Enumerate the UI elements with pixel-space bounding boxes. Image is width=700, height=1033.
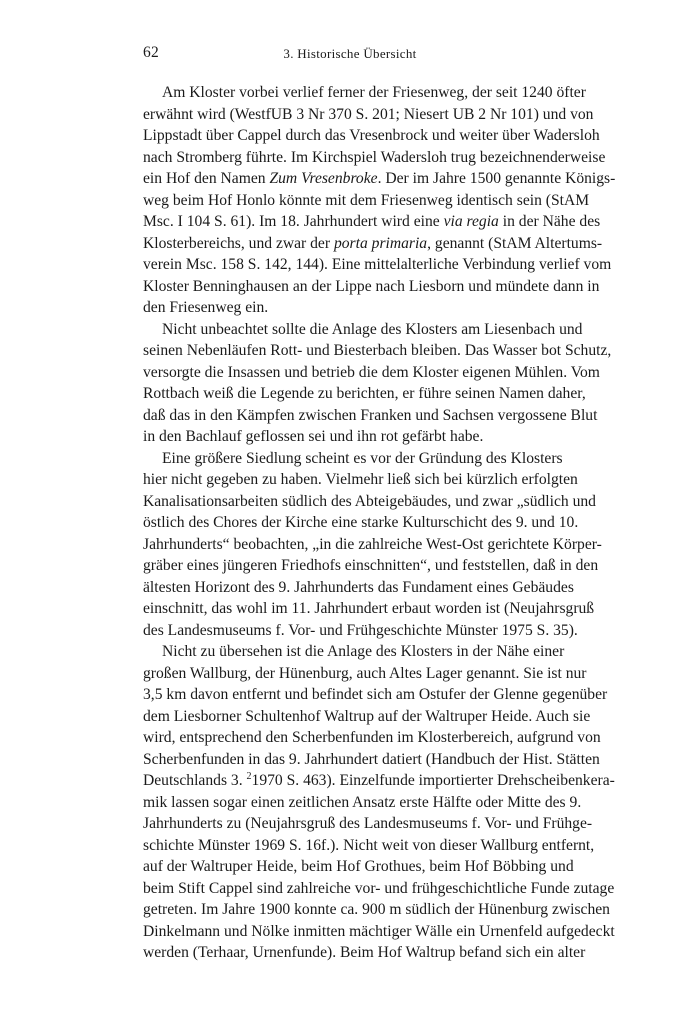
paragraph xyxy=(143,641,615,964)
text-segment: Am Kloster vorbei verlief ferner der Friesenweg, der seit 1240 öfter xyxy=(162,84,586,101)
text-line xyxy=(143,921,615,943)
text-line xyxy=(143,104,594,126)
superscript: 2 xyxy=(246,770,252,782)
text-line xyxy=(143,684,608,706)
text-line xyxy=(143,233,603,255)
text-line xyxy=(143,405,598,427)
text-line xyxy=(143,362,600,384)
text-line xyxy=(143,878,615,900)
text-line xyxy=(143,899,610,921)
text-line xyxy=(143,383,586,405)
text-segment: Deutschlands 3. xyxy=(143,772,247,789)
text-segment: Nicht zu übersehen ist die Anlage des Klosters in der Nähe einer xyxy=(162,643,565,660)
text-segment: Jahrhunderts zu (Neujahrsgruß des Landesmuseums f. Vor- und Frühge- xyxy=(143,815,593,832)
text-line xyxy=(143,534,602,556)
text-segment: ältesten Horizont des 9. Jahrhunderts das Fundament eines Gebäudes xyxy=(143,578,574,596)
text-segment: Scherbenfunden in das 9. Jahrhundert datiert (Handbuch der Hist. Stätten xyxy=(143,750,600,768)
text-segment: werden (Terhaar, Urnenfunde). Beim Hof Waltrup befand sich ein alter xyxy=(143,944,586,961)
text-line xyxy=(143,792,582,814)
text-segment: Jahrhunderts“ beobachten, „in die zahlreiche West-Ost gerichtete Körper- xyxy=(143,535,602,553)
text-line xyxy=(143,82,586,104)
paragraph xyxy=(143,448,602,642)
text-line xyxy=(143,125,600,147)
text-line xyxy=(143,276,600,298)
paragraph xyxy=(143,82,616,319)
text-segment: Lippstadt über Cappel durch das Vresenbrock und weiter über Wadersloh xyxy=(143,127,600,144)
text-line xyxy=(143,770,615,792)
text-segment: , genannt (StAM Altertums- xyxy=(427,234,603,252)
text-segment: seinen Nebenläufen Rott- und Biesterbach bleiben. Das Wasser bot Schutz, xyxy=(143,342,612,359)
text-segment: in der Nähe des xyxy=(498,213,601,230)
text-segment: Klosterbereichs, und zwar der xyxy=(143,234,334,252)
text-segment: versorgte die Insassen und betrieb die dem Kloster eigenen Mühlen. Vom xyxy=(143,363,600,381)
italic-text: via regia xyxy=(443,213,499,230)
text-line xyxy=(143,190,590,212)
text-segment: in den Bachlauf geflossen sei und ihn rot gefärbt habe. xyxy=(143,428,484,445)
paragraph xyxy=(143,319,612,448)
text-segment: Kanalisationsarbeiten südlich des Abteigebäudes, und zwar „südlich und xyxy=(143,492,596,510)
text-line xyxy=(143,340,612,362)
text-segment: wird, entsprechend den Scherbenfunden im Klosterbereich, aufgrund von xyxy=(143,729,601,746)
text-line xyxy=(143,512,579,534)
text-segment: mik lassen sogar einen zeitlichen Ansatz erste Hälfte oder Mitte des 9. xyxy=(143,793,582,811)
text-line xyxy=(143,856,574,878)
text-segment: hier nicht gegeben zu haben. Vielmehr ließ sich bei kürzlich erfolgten xyxy=(143,471,578,488)
text-segment: daß das in den Kämpfen zwischen Franken und Sachsen vergossene Blut xyxy=(143,406,598,424)
text-line xyxy=(143,813,593,835)
text-segment: ein Hof den Namen xyxy=(143,170,270,187)
text-line xyxy=(143,211,601,233)
text-line xyxy=(143,254,612,276)
text-segment: Nicht unbeachtet sollte die Anlage des Klosters am Liesenbach und xyxy=(162,320,583,338)
text-segment: auf der Waltruper Heide, beim Hof Grothues, beim Hof Böbbing und xyxy=(143,858,574,875)
text-segment: beim Stift Cappel sind zahlreiche vor- und frühgeschichtliche Funde zutage xyxy=(143,879,615,897)
text-line xyxy=(143,620,578,642)
body-text xyxy=(143,82,616,964)
text-segment: gräber eines jüngeren Friedhofs einschnitten“, und feststellen, daß in den xyxy=(143,557,599,574)
text-segment: getreten. Im Jahre 1900 konnte ca. 900 m südlich der Hünenburg zwischen xyxy=(143,901,610,918)
text-line xyxy=(143,835,595,857)
text-line xyxy=(143,448,563,470)
text-segment: den Friesenweg ein. xyxy=(143,299,269,316)
text-line xyxy=(143,297,558,319)
text-line xyxy=(143,491,596,513)
text-line xyxy=(143,706,591,728)
text-line xyxy=(143,426,558,448)
text-line xyxy=(143,577,574,599)
running-head: 3. Historische Übersicht xyxy=(283,46,417,61)
text-segment: Eine größere Siedlung scheint es vor der Gründung des Klosters xyxy=(162,449,563,467)
page-number: 62 xyxy=(143,44,159,61)
text-line xyxy=(143,319,583,341)
text-line xyxy=(143,555,599,577)
text-segment: großen Wallburg, der Hünenburg, auch Altes Lager genannt. Sie ist nur xyxy=(143,664,587,682)
text-segment: 3,5 km davon entfernt und befindet sich am Ostufer der Glenne gegenüber xyxy=(143,686,608,703)
italic-text: porta primaria xyxy=(333,234,428,252)
italic-text: Zum Vresenbroke xyxy=(269,170,378,187)
text-segment: einschnitt, das wohl im 11. Jahrhundert erbaut worden ist (Neujahrsgruß xyxy=(143,600,595,617)
text-segment: Dinkelmann und Nölke inmitten mächtiger Wälle ein Urnenfeld aufgedeckt xyxy=(143,922,615,940)
text-segment: östlich des Chores der Kirche eine starke Kulturschicht des 9. und 10. xyxy=(143,514,579,531)
text-segment: erwähnt wird (WestfUB 3 Nr 370 S. 201; Niesert UB 2 Nr 101) und von xyxy=(143,105,594,123)
text-line xyxy=(143,942,586,964)
text-segment: verein Msc. 158 S. 142, 144). Eine mittelalterliche Verbindung verlief vom xyxy=(143,256,612,273)
text-line xyxy=(143,168,616,190)
text-segment: weg beim Hof Honlo könnte mit dem Friesenweg identisch sein (StAM xyxy=(143,191,590,209)
text-segment: nach Stromberg führte. Im Kirchspiel Wadersloh trug bezeichnenderweise xyxy=(143,148,606,166)
text-segment: schichte Münster 1969 S. 16f.). Nicht weit von dieser Wallburg entfernt, xyxy=(143,836,595,854)
text-segment: 1970 S. 463). Einzelfunde importierter Drehscheibenkera- xyxy=(251,772,615,789)
text-segment: Rottbach weiß die Legende zu berichten, er führe seinen Namen daher, xyxy=(143,385,586,402)
text-line xyxy=(143,663,587,685)
text-line xyxy=(143,749,600,771)
text-line xyxy=(143,469,578,491)
text-segment: Msc. I 104 S. 61). Im 18. Jahrhundert wird eine xyxy=(143,213,444,230)
text-segment: . Der im Jahre 1500 genannte Königs- xyxy=(377,170,616,187)
text-segment: dem Liesborner Schultenhof Waltrup auf der Waltruper Heide. Auch sie xyxy=(143,707,591,725)
text-segment: Kloster Benninghausen an der Lippe nach Liesborn und mündete dann in xyxy=(143,277,600,295)
text-segment: des Landesmuseums f. Vor- und Frühgeschichte Münster 1975 S. 35). xyxy=(143,621,578,639)
text-line xyxy=(143,147,606,169)
text-line xyxy=(143,641,565,663)
text-line xyxy=(143,598,595,620)
text-line xyxy=(143,727,601,749)
